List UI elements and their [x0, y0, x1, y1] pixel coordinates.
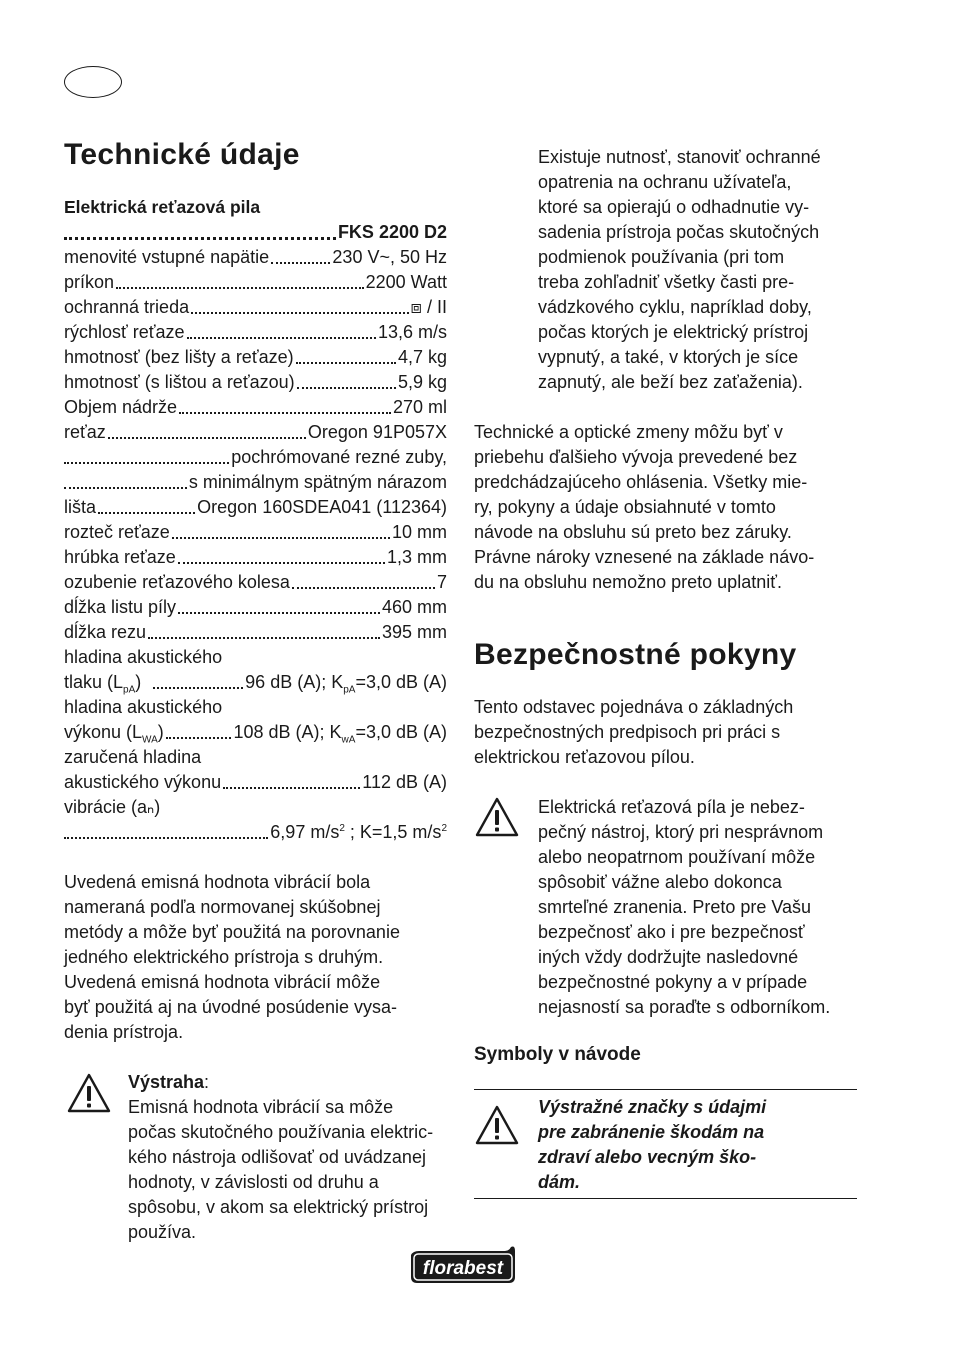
spec-value: 13,6 m/s — [377, 322, 447, 342]
spec-row — [64, 395, 447, 420]
symbol-warning-icon — [474, 1104, 520, 1151]
guaranteed-label: zaručená hladina — [64, 747, 202, 767]
spec-value: 10 mm — [391, 522, 447, 542]
spec-label: menovité vstupné napätie — [64, 247, 270, 267]
spec-row — [64, 370, 447, 395]
vibration-sup-1: 2 — [339, 823, 345, 834]
symbol-text — [538, 1095, 858, 1195]
paragraph-line: návode na obsluhu sú preto bez záruky. — [474, 522, 792, 542]
spec-row — [64, 470, 447, 495]
paragraph-line: byť použitá aj na úvodné posúdenie vysa- — [64, 997, 397, 1017]
paragraph-line: zapnutý, ale beží bez zaťaženia). — [538, 372, 803, 392]
paragraph-line: opatrenia na ochranu užívateľa, — [538, 172, 792, 192]
acoustic-power-sub: WA — [142, 734, 158, 746]
paragraph-line: sadenia prístroja počas skutočných — [538, 222, 820, 242]
model-value: FKS 2200 D2 — [337, 222, 447, 242]
emission-paragraph — [64, 870, 454, 1045]
acoustic-pressure-label: hladina akustického — [64, 647, 223, 667]
paragraph-line: ktoré sa opierajú o odhadnutie vy- — [538, 197, 810, 217]
spec-row — [64, 320, 447, 345]
acoustic-pressure-sub: pA — [123, 684, 136, 696]
logo-text: florabest — [422, 1258, 504, 1279]
danger-line: pečný nástroj, ktorý pri nesprávnom — [538, 822, 824, 842]
spec-value: 4,7 kg — [397, 347, 447, 367]
page-title: Technické údaje — [64, 138, 300, 171]
guaranteed-value: 112 dB (A) — [362, 772, 447, 792]
paragraph-line: Právne nároky vznesené na základe návo- — [474, 547, 815, 567]
spec-value: ⧈ / II — [410, 297, 447, 317]
spec-value: 5,9 kg — [397, 372, 447, 392]
paragraph-line: predchádzajúceho ohlásenia. Všetky mie- — [474, 472, 808, 492]
vibration-sup-2: 2 — [441, 823, 447, 834]
acoustic-pressure-value: 96 dB (A); K — [245, 672, 344, 692]
protect-paragraph — [538, 145, 858, 395]
paragraph-line: Technické a optické zmeny môžu byť v — [474, 422, 783, 442]
spec-list — [64, 195, 447, 845]
danger-text — [538, 795, 868, 1020]
spec-label: hmotnosť (bez lišty a reťaze) — [64, 347, 294, 367]
symbol-line: Výstražné značky s údajmi — [538, 1097, 767, 1117]
spec-value: s minimálnym spätným nárazom — [188, 472, 447, 492]
model-row — [64, 220, 447, 245]
spec-row — [64, 295, 447, 320]
spec-label: reťaz — [64, 422, 106, 442]
spec-value: Oregon 91P057X — [307, 422, 447, 442]
paragraph-line: Tento odstavec pojednáva o základných — [474, 697, 794, 717]
spec-value: 2200 Watt — [365, 272, 447, 292]
spec-value: 7 — [436, 572, 447, 592]
warning-line: spôsobu, v akom sa elektrický prístroj — [128, 1197, 429, 1217]
top-rule — [474, 1089, 857, 1090]
symbol-line: pre zabránenie škodám na — [538, 1122, 765, 1142]
guaranteed-label-2: akustického výkonu — [64, 772, 222, 792]
danger-line: iných vždy dodržujte nasledovné — [538, 947, 799, 967]
spec-row — [64, 620, 447, 645]
danger-line: bezpečnostné pokyny a v prípade — [538, 972, 808, 992]
spec-value: Oregon 160SDEA041 (112364) — [197, 497, 447, 517]
symbol-line: zdraví alebo vecným ško- — [538, 1147, 757, 1167]
paragraph-line: priebehu ďalšieho vývoja prevedené bez — [474, 447, 798, 467]
warning-line: hodnoty, v závislosti od druhu a — [128, 1172, 379, 1192]
bottom-rule — [474, 1198, 857, 1199]
spec-row — [64, 345, 447, 370]
symbol-line: dám. — [538, 1172, 581, 1192]
warning-line: počas skutočného používania elektric- — [128, 1122, 434, 1142]
warning-line: používa. — [128, 1222, 197, 1242]
acoustic-power-prefix: výkonu (L — [64, 722, 143, 742]
warning-icon — [66, 1072, 112, 1119]
spec-row — [64, 595, 447, 620]
vibration-value-b: ; K=1,5 m/s — [344, 822, 442, 842]
spec-row — [64, 495, 447, 520]
spec-value: pochrómované rezné zuby, — [231, 447, 447, 467]
paragraph-line: Uvedená emisná hodnota vibrácií môže — [64, 972, 381, 992]
spec-label: dĺžka listu píly — [64, 597, 177, 617]
danger-line: spôsobiť vážne alebo dokonca — [538, 872, 782, 892]
spec-value: 395 mm — [381, 622, 447, 642]
spec-row — [64, 245, 447, 270]
florabest-logo — [405, 1245, 519, 1294]
acoustic-power-value: 108 dB (A); K — [233, 722, 342, 742]
acoustic-power-row: výkonu $(L_{WA})$ 108 dB (A); $K_{wA}=3,0$ dB (A) — [64, 722, 447, 746]
danger-line: bezpečnosť ako i pre bezpečnosť — [538, 922, 805, 942]
warning-colon: : — [204, 1072, 210, 1092]
paragraph-line: denia prístroja. — [64, 1022, 184, 1042]
acoustic-power-k-sub: wA — [341, 734, 356, 746]
paragraph-line: vypnutý, a také, v ktorých je síce — [538, 347, 799, 367]
vibration-value-a: 6,97 m/s — [270, 822, 340, 842]
symbols-title: Symboly v návode — [474, 1044, 641, 1065]
vibration-row — [64, 820, 447, 845]
danger-icon — [474, 796, 520, 843]
spec-value: 460 mm — [381, 597, 447, 617]
spec-label: hmotnosť (s lištou a reťazou) — [64, 372, 295, 392]
spec-label: dĺžka rezu — [64, 622, 147, 642]
paragraph-line: metódy a môže byť použitá na porovnanie — [64, 922, 400, 942]
paragraph-line: elektrickou reťazovou pílou. — [474, 747, 695, 767]
spec-row — [64, 270, 447, 295]
paragraph-line: bezpečnostných predpisoch pri práci s — [474, 722, 781, 742]
paragraph-line: du na obsluhu nemožno preto uplatniť. — [474, 572, 782, 592]
acoustic-power-k-value: =3,0 dB (A) — [355, 722, 447, 742]
paragraph-line: podmienok používania (pri tom — [538, 247, 785, 267]
paragraph-line: ry, pokyny a údaje obsiahnuté v tomto — [474, 497, 776, 517]
acoustic-pressure-k-sub: pA — [343, 684, 356, 696]
vibration-label: vibrácie (aₙ) — [64, 797, 161, 817]
acoustic-pressure-prefix: tlaku (L — [64, 672, 124, 692]
paragraph-line: Existuje nutnosť, stanoviť ochranné — [538, 147, 821, 167]
intro-paragraph — [474, 695, 859, 770]
spec-header: Elektrická reťazová pila — [64, 197, 261, 217]
danger-line: smrteľné zranenia. Preto pre Vašu — [538, 897, 812, 917]
spec-value: 270 ml — [392, 397, 447, 417]
warning-title: Výstraha — [128, 1072, 205, 1092]
language-badge — [64, 66, 122, 98]
paragraph-line: nameraná podľa normovanej skúšobnej — [64, 897, 381, 917]
spec-row — [64, 420, 447, 445]
paragraph-line: Uvedená emisná hodnota vibrácií bola — [64, 872, 371, 892]
warning-line: kého nástroja odlišovať od uvádzanej — [128, 1147, 426, 1167]
acoustic-pressure-k-value: =3,0 dB (A) — [355, 672, 447, 692]
warning-text — [128, 1070, 458, 1245]
acoustic-power-label: hladina akustického — [64, 697, 223, 717]
spec-row — [64, 570, 447, 595]
spec-value: 230 V~, 50 Hz — [332, 247, 447, 267]
paragraph-line: počas ktorých je elektrický prístroj — [538, 322, 809, 342]
spec-label: lišta — [64, 497, 97, 517]
spec-row — [64, 545, 447, 570]
changes-paragraph — [474, 420, 859, 595]
paragraph-line: treba zohľadniť všetky časti pre- — [538, 272, 795, 292]
spec-label: ochranná trieda — [64, 297, 190, 317]
spec-label: Objem nádrže — [64, 397, 178, 417]
guaranteed-row — [64, 770, 447, 795]
spec-label: príkon — [64, 272, 115, 292]
acoustic-pressure-row: tlaku $(L_{pA})$ 96 dB (A); $K_{pA}=3,0$ dB (A) — [64, 672, 447, 696]
paragraph-line: vádzkového cyklu, napríklad doby, — [538, 297, 812, 317]
spec-value: 1,3 mm — [386, 547, 447, 567]
spec-label: ozubenie reťazového kolesa — [64, 572, 290, 592]
spec-label: hrúbka reťaze — [64, 547, 176, 567]
danger-line: alebo neopatrnom používaní môže — [538, 847, 816, 867]
safety-title: Bezpečnostné pokyny — [474, 638, 797, 671]
spec-label: rozteč reťaze — [64, 522, 170, 542]
paragraph-line: jedného elektrického prístroja s druhým. — [64, 947, 384, 967]
spec-row — [64, 445, 447, 470]
warning-line: Emisná hodnota vibrácií sa môže — [128, 1097, 394, 1117]
danger-line: nejasností sa poraďte s odborníkom. — [538, 997, 831, 1017]
spec-label: rýchlosť reťaze — [64, 322, 185, 342]
danger-line: Elektrická reťazová píla je nebez- — [538, 797, 805, 817]
spec-row — [64, 520, 447, 545]
